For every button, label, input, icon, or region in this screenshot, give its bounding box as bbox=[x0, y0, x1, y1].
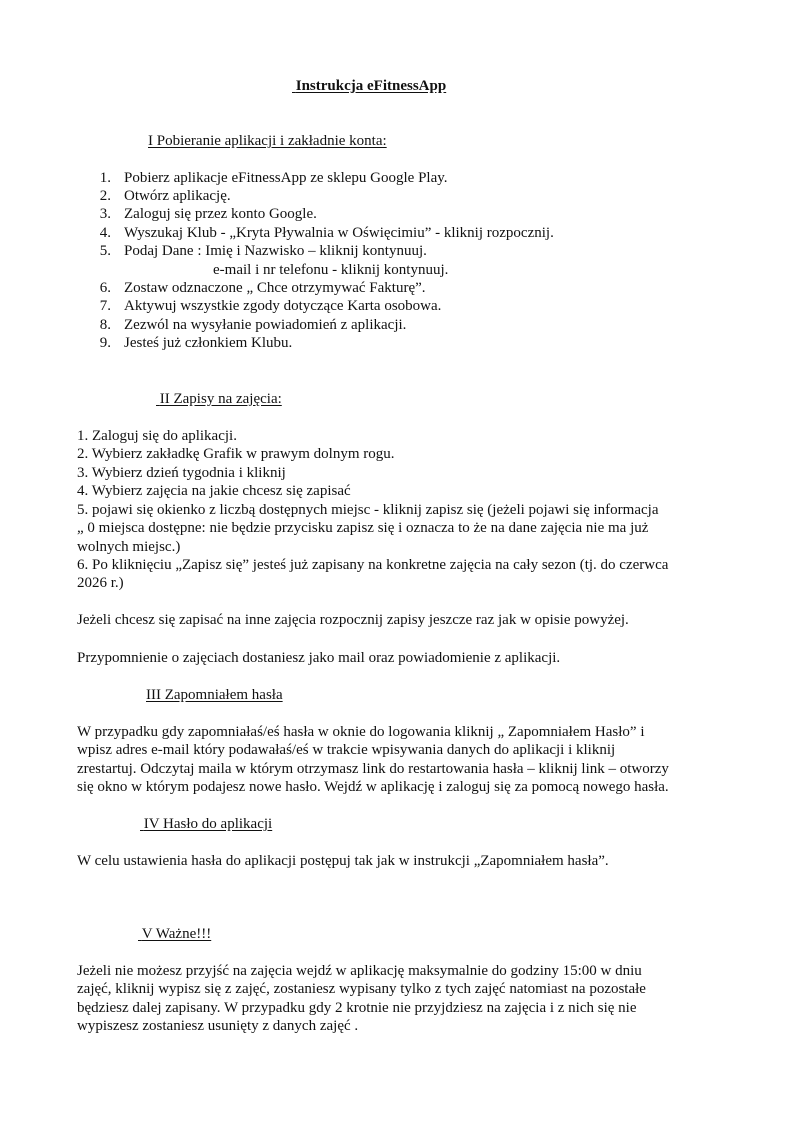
list-item: Zaloguj się przez konto Google. bbox=[124, 206, 317, 222]
step-line: 2. Wybierz zakładkę Grafik w prawym dolnym rogu. bbox=[77, 446, 395, 462]
paragraph-line: zajęć, kliknij wypisz się z zajęć, zostaniesz wypisany tylko z tych zajęć natomiast na pozostałe bbox=[77, 981, 646, 997]
section-1-heading: I Pobieranie aplikacji i zakładnie konta: bbox=[148, 133, 387, 149]
list-item: Pobierz aplikacje eFitnessApp ze sklepu Google Play. bbox=[124, 170, 448, 186]
list-item-continuation: e-mail i nr telefonu - kliknij kontynuuj. bbox=[213, 262, 449, 278]
step-line: 6. Po kliknięciu „Zapisz się” jesteś już zapisany na konkretne zajęcia na cały sezon (tj. do czerwca bbox=[77, 557, 669, 573]
step-line: 5. pojawi się okienko z liczbą dostępnych miejsc - kliknij zapisz się (jeżeli pojawi się informacja bbox=[77, 502, 659, 518]
list-item: Zostaw odznaczone „ Chce otrzymywać Fakturę”. bbox=[124, 280, 426, 296]
paragraph-line: zrestartuj. Odczytaj maila w którym otrzymasz link do restartowania hasła – kliknij link – otworzy bbox=[77, 761, 669, 777]
paragraph-line: W przypadku gdy zapomniałaś/eś hasła w oknie do logowania kliknij „ Zapomniałem Hasło” i bbox=[77, 724, 645, 740]
paragraph-line: wpisz adres e-mail który podawałaś/eś w trakcie wpisywania danych do aplikacji i kliknij bbox=[77, 742, 616, 758]
paragraph-line: się okno w którym podajesz nowe hasło. Wejdź w aplikację i zaloguj się za pomocą nowego hasła. bbox=[77, 779, 669, 795]
list-item: Jesteś już członkiem Klubu. bbox=[124, 335, 293, 351]
list-item-number: 8. bbox=[99, 317, 111, 333]
step-line: 4. Wybierz zajęcia na jakie chcesz się zapisać bbox=[77, 483, 351, 499]
section-4-body: W celu ustawienia hasła do aplikacji postępuj tak jak w instrukcji „Zapomniałem hasła”. bbox=[77, 853, 609, 869]
list-item: Aktywuj wszystkie zgody dotyczące Karta osobowa. bbox=[124, 298, 442, 314]
list-item-number: 6. bbox=[99, 280, 111, 296]
step-line: 2026 r.) bbox=[77, 575, 124, 591]
note-reminder: Przypomnienie o zajęciach dostaniesz jako mail oraz powiadomienie z aplikacji. bbox=[77, 650, 561, 666]
list-item-number: 7. bbox=[99, 298, 111, 314]
paragraph-line: będziesz dalej zapisany. W przypadku gdy 2 krotnie nie przyjdziesz na zajęcia i z nich się nie bbox=[77, 1000, 637, 1016]
list-item-number: 3. bbox=[99, 206, 111, 222]
list-item-number: 4. bbox=[99, 225, 111, 241]
list-item: Otwórz aplikację. bbox=[124, 188, 231, 204]
paragraph-line: Jeżeli nie możesz przyjść na zajęcia wejdź w aplikację maksymalnie do godziny 15:00 w dniu bbox=[77, 963, 642, 979]
step-line: 1. Zaloguj się do aplikacji. bbox=[77, 428, 237, 444]
section-3-heading: III Zapomniałem hasła bbox=[146, 687, 283, 703]
list-item: Podaj Dane : Imię i Nazwisko – kliknij kontynuuj. bbox=[124, 243, 427, 259]
note-other-classes: Jeżeli chcesz się zapisać na inne zajęcia rozpocznij zapisy jeszcze raz jak w opisie powyżej. bbox=[77, 612, 629, 628]
list-item-number: 9. bbox=[99, 335, 111, 351]
section-4-heading: IV Hasło do aplikacji bbox=[143, 816, 273, 832]
list-item-number: 5. bbox=[99, 243, 111, 259]
document-title: Instrukcja eFitnessApp bbox=[295, 78, 447, 94]
section-2-heading: II Zapisy na zajęcia: bbox=[159, 391, 282, 407]
list-item-number: 2. bbox=[99, 188, 111, 204]
list-item: Zezwól na wysyłanie powiadomień z aplikacji. bbox=[124, 317, 407, 333]
step-line: „ 0 miejsca dostępne: nie będzie przycisku zapisz się i oznacza to że na dane zajęcia nie ma już bbox=[77, 520, 649, 536]
step-line: wolnych miejsc.) bbox=[77, 539, 181, 555]
list-item: Wyszukaj Klub - „Kryta Pływalnia w Oświęcimiu” - kliknij rozpocznij. bbox=[124, 225, 554, 241]
step-line: 3. Wybierz dzień tygodnia i kliknij bbox=[77, 465, 286, 481]
section-5-heading: V Ważne!!! bbox=[141, 926, 212, 942]
list-item-number: 1. bbox=[99, 170, 111, 186]
paragraph-line: wypiszesz zostaniesz usunięty z danych zajęć . bbox=[77, 1018, 359, 1034]
